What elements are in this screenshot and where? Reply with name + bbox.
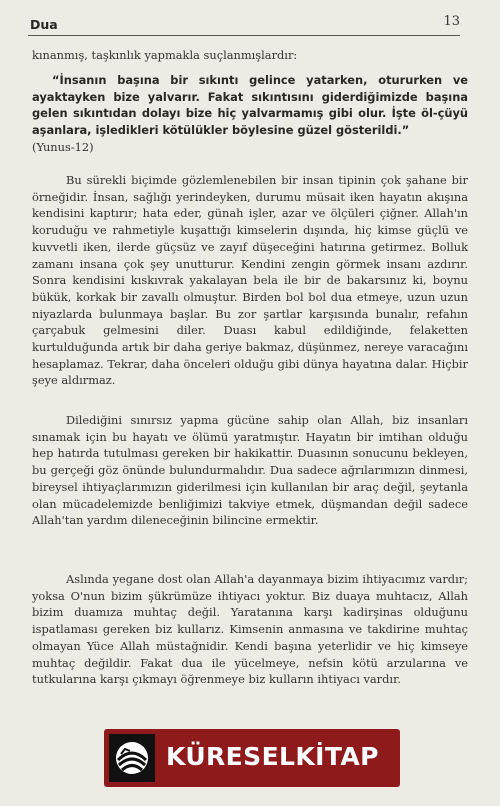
paragraph-2-text: Dilediğini sınırsız yapma gücüne sahip olan Allah, biz insanları sınamak için bu hayatı ve ölümü yaratmıştır. Hayatın bir imtihan olduğu hep hatırda tutulması gereken bir hakikattir. Duasının sonucunu bekleyen, bu gerçeği göz önünde bulundurmalıdır. Dua sadece ağrılarımızın dinmesi, bireysel ihtiyaçlarımızın giderilmesi için kullanılan bir araç değil, şeytanla olan mücadelemizde benliğimizi takviye etmek, düşmandan değil sadece Allah'tan yardım dileneceğinin bilincine ermektir. bbox=[32, 413, 468, 528]
paragraph-1 bbox=[32, 172, 468, 389]
paragraph-2 bbox=[32, 412, 468, 529]
header-divider bbox=[28, 35, 460, 36]
quote-reference: (Yunus-12) bbox=[32, 139, 94, 154]
paragraph-3 bbox=[32, 571, 468, 688]
quote-text: “İnsanın başına bir sıkıntı gelince yatarken, otururken ve ayaktayken bize yalvarır. Fakat sıkıntısını giderdiğimizde başına gelen sıkıntıdan dolayı bize hiç yalvarmamış gibi olur. İşte öl-çüyü aşanlara, işledikleri kötülükler böylesine güzel gösterildi.” bbox=[32, 73, 468, 138]
intro-line bbox=[32, 47, 468, 64]
quote-block bbox=[32, 72, 468, 156]
page-header bbox=[28, 11, 460, 37]
watermark-banner bbox=[104, 729, 400, 787]
intro-text: kınanmış, taşkınlık yapmakla suçlanmışlardır: bbox=[32, 48, 298, 62]
globe-logo-icon bbox=[109, 734, 155, 782]
watermark-brand: KÜRESELKİTAP bbox=[166, 742, 379, 771]
paragraph-1-text: Bu sürekli biçimde gözlemlenebilen bir insan tipinin çok şahane bir örneğidir. İnsan, sağlığı yerindeyken, durumu müsait iken hayatın akışına kendisini kaptırır; hata eder, günah işler, azar ve ölçüleri çiğner. Allah'ın koruduğu ve rahmetiyle kuşattığı kimselerin dışında, hiç kimse güçlü ve kuvvetli iken, ilerde güçsüz ve zayıf düşeceğini hatırına getirmez. Bolluk zamanı insana çok şey unutturur. Kendini zengin görmek insanı azdırır. Sonra kendisini kıskıvrak yakalayan bela ile bir de bakarsınız ki, boynu bükük, korkak bir zavallı olmuştur. Birden bol bol dua etmeye, uzun uzun niyazlarda bulunmaya başlar. Bu zor şartlar karşısında bunalır, refahın çarçabuk gelmesini diler. Duası kabul edildiğinde, felaketten kurtulduğunda artık bir daha geriye bakmaz, düşünmez, nereye varacağını hesaplamaz. Tekrar, daha önceleri olduğu gibi dünya hayatına dalar. Hiçbir şeye aldırmaz. bbox=[32, 173, 468, 388]
paragraph-3-text: Aslında yegane dost olan Allah'a dayanmaya bizim ihtiyacımız vardır; yoksa O'nun bizim şükrümüze ihtiyacı yoktur. Biz duaya muhtacız, Allah bizim duamıza muhtaç değil. Yaratanına karşı kadirşinas olduğunu ispatlaması gereken biz kullarız. Kimsenin anmasına ve takdirine muhtaç olmayan Yüce Allah müstağnidir. Kendi başına yeterlidir ve hiç kimseye muhtaç değildir. Fakat dua ile yücelmeye, nefsin kötü arzularına ve tutkularına karşı çıkmayı öğrenmeye biz kulların ihtiyacı vardır. bbox=[32, 572, 468, 687]
chapter-title: Dua bbox=[30, 17, 58, 32]
page-number: 13 bbox=[443, 14, 460, 29]
